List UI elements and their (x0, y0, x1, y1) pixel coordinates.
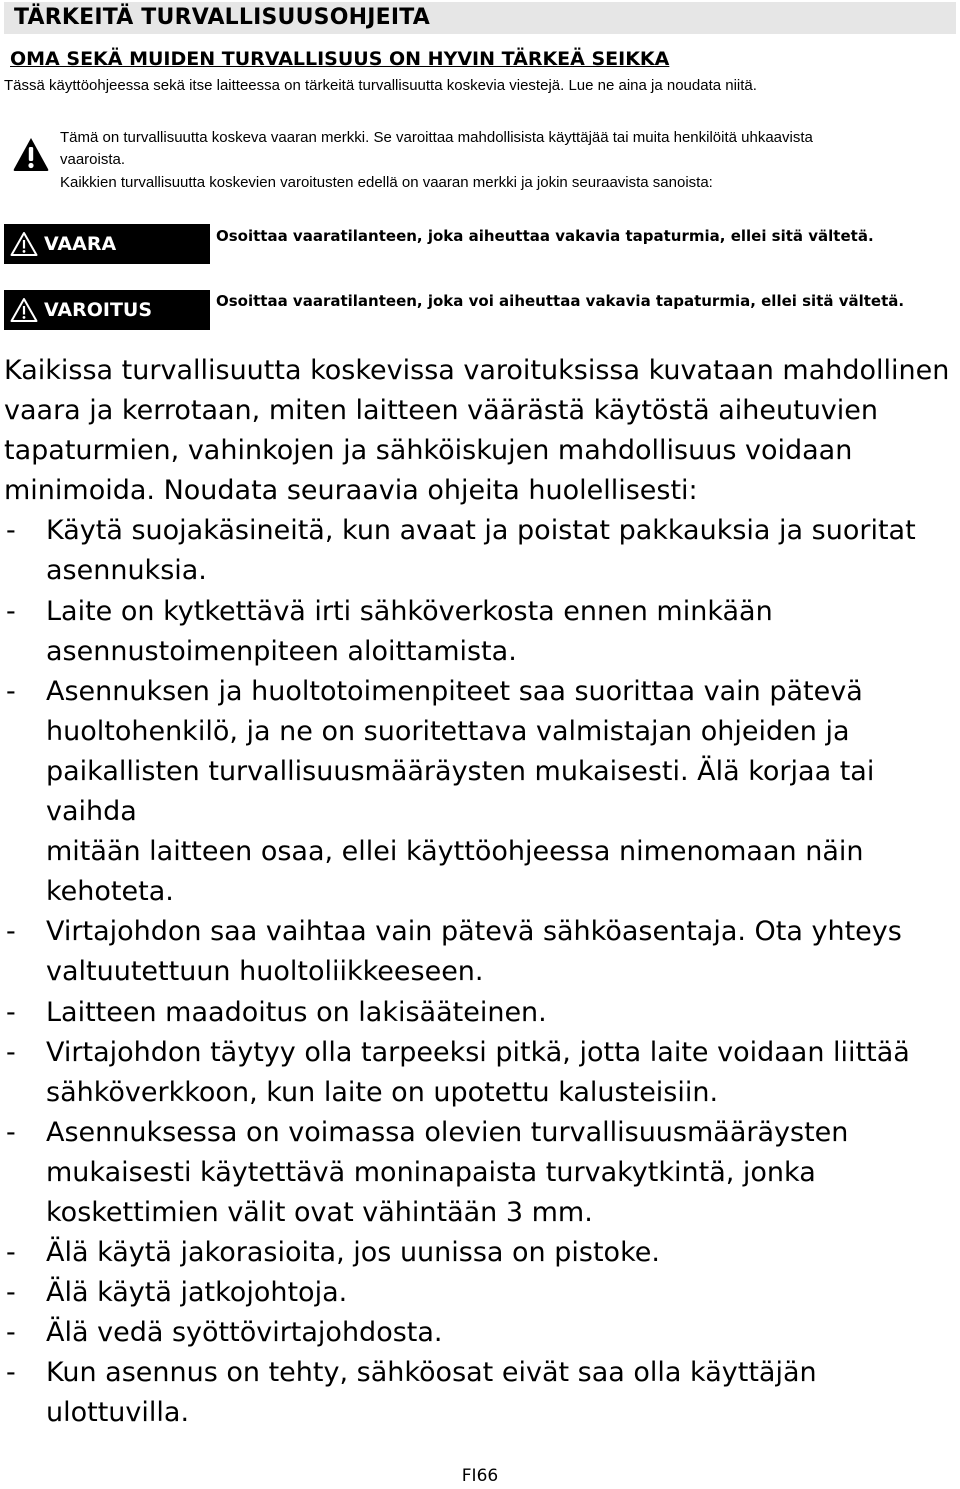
list-item: - Älä vedä syöttövirtajohdosta. (4, 1313, 960, 1353)
intro-line: minimoida. Noudata seuraavia ohjeita huolellisesti: (4, 475, 698, 507)
signal-word-vaara (4, 224, 210, 264)
bullet-dash: - (6, 1116, 16, 1148)
warning-outline-icon (10, 231, 38, 257)
intro-text: Tässä käyttöohjeessa sekä itse laitteessa on tärkeitä turvallisuutta koskevia viestejä. Lue ne aina ja noudata niitä. (4, 77, 757, 94)
bullet-dash: - (6, 675, 16, 707)
warning-triangle-icon (12, 136, 50, 172)
bullet-dash: - (6, 1277, 16, 1309)
bullet-dash: - (6, 916, 16, 948)
bullet-dash: - (6, 1036, 16, 1068)
page-title: TÄRKEITÄ TURVALLISUUSOHJEITA (14, 5, 430, 30)
bullet-dash: - (6, 1357, 16, 1389)
warning-outline-icon (10, 297, 38, 323)
signal-word-description: Osoittaa vaaratilanteen, joka voi aiheuttaa vakavia tapaturmia, ellei sitä vältetä. (216, 292, 905, 310)
section-subtitle: OMA SEKÄ MUIDEN TURVALLISUUS ON HYVIN TÄRKEÄ SEIKKA (10, 48, 670, 70)
bullet-dash: - (6, 996, 16, 1028)
bullet-dash: - (6, 1237, 16, 1269)
signal-word-description: Osoittaa vaaratilanteen, joka aiheuttaa vakavia tapaturmia, ellei sitä vältetä. (216, 227, 874, 245)
symbol-note-line-2: vaaroista. (60, 151, 126, 168)
bullet-dash: - (6, 1317, 16, 1349)
list-item: - Kun asennus on tehty, sähköosat eivät saa olla käyttäjän ulottuvilla. (4, 1353, 960, 1433)
instruction-list (4, 511, 960, 1433)
symbol-note-line-1: Tämä on turvallisuutta koskeva vaaran merkki. Se varoittaa mahdollisista käyttäjää tai muita henkilöitä uhkaavista (60, 129, 813, 146)
title-bar (4, 2, 956, 34)
list-item: - Laitteen maadoitus on lakisääteinen. (4, 993, 960, 1033)
safety-instructions (4, 351, 960, 1434)
bullet-dash: - (6, 515, 16, 547)
list-item: - Älä käytä jakorasioita, jos uunissa on pistoke. (4, 1233, 960, 1273)
list-item: - Käytä suojakäsineitä, kun avaat ja poistat pakkauksia ja suoritat asennuksia. (4, 511, 960, 591)
intro-line: Kaikissa turvallisuutta koskevissa varoituksissa kuvataan mahdollinen (4, 355, 950, 386)
bullet-dash: - (6, 595, 16, 627)
page-number: FI66 (461, 1466, 499, 1486)
intro-line: vaara ja kerrotaan, miten laitteen väärästä käytöstä aiheutuvien (4, 395, 879, 427)
symbol-note-line-3: Kaikkien turvallisuutta koskevien varoitusten edellä on vaaran merkki ja jokin seuraavista sanoista: (60, 174, 713, 191)
list-item: - Laite on kytkettävä irti sähköverkosta ennen minkään asennustoimenpiteen aloittamista. (4, 592, 960, 672)
signal-word-label: VAARA (44, 233, 117, 255)
signal-word-varoitus (4, 290, 210, 330)
list-item: - Älä käytä jatkojohtoja. (4, 1273, 960, 1313)
list-item: - Virtajohdon täytyy olla tarpeeksi pitkä, jotta laite voidaan liittää sähköverkkoon, kun laite on upotettu kalusteisiin. (4, 1033, 960, 1113)
list-item: - Asennuksen ja huoltotoimenpiteet saa suorittaa vain pätevä huoltohenkilö, ja ne on suoritettava valmistajan ohjeiden ja paikallisten turvallisuusmääräysten mukaisesti. Älä korjaa tai vaihda mitään laitteen osaa, ellei käyttöohjeessa nimenomaan näin kehoteta. (4, 672, 960, 913)
intro-line: tapaturmien, vahinkojen ja sähköiskujen mahdollisuus voidaan (4, 435, 853, 467)
list-item: - Virtajohdon saa vaihtaa vain pätevä sähköasentaja. Ota yhteys valtuutettuun huoltoliikkeeseen. (4, 912, 960, 992)
signal-word-label: VAROITUS (44, 299, 153, 321)
list-item: - Asennuksessa on voimassa olevien turvallisuusmääräysten mukaisesti käytettävä moninapaista turvakytkintä, jonka koskettimien välit ovat vähintään 3 mm. (4, 1113, 960, 1233)
